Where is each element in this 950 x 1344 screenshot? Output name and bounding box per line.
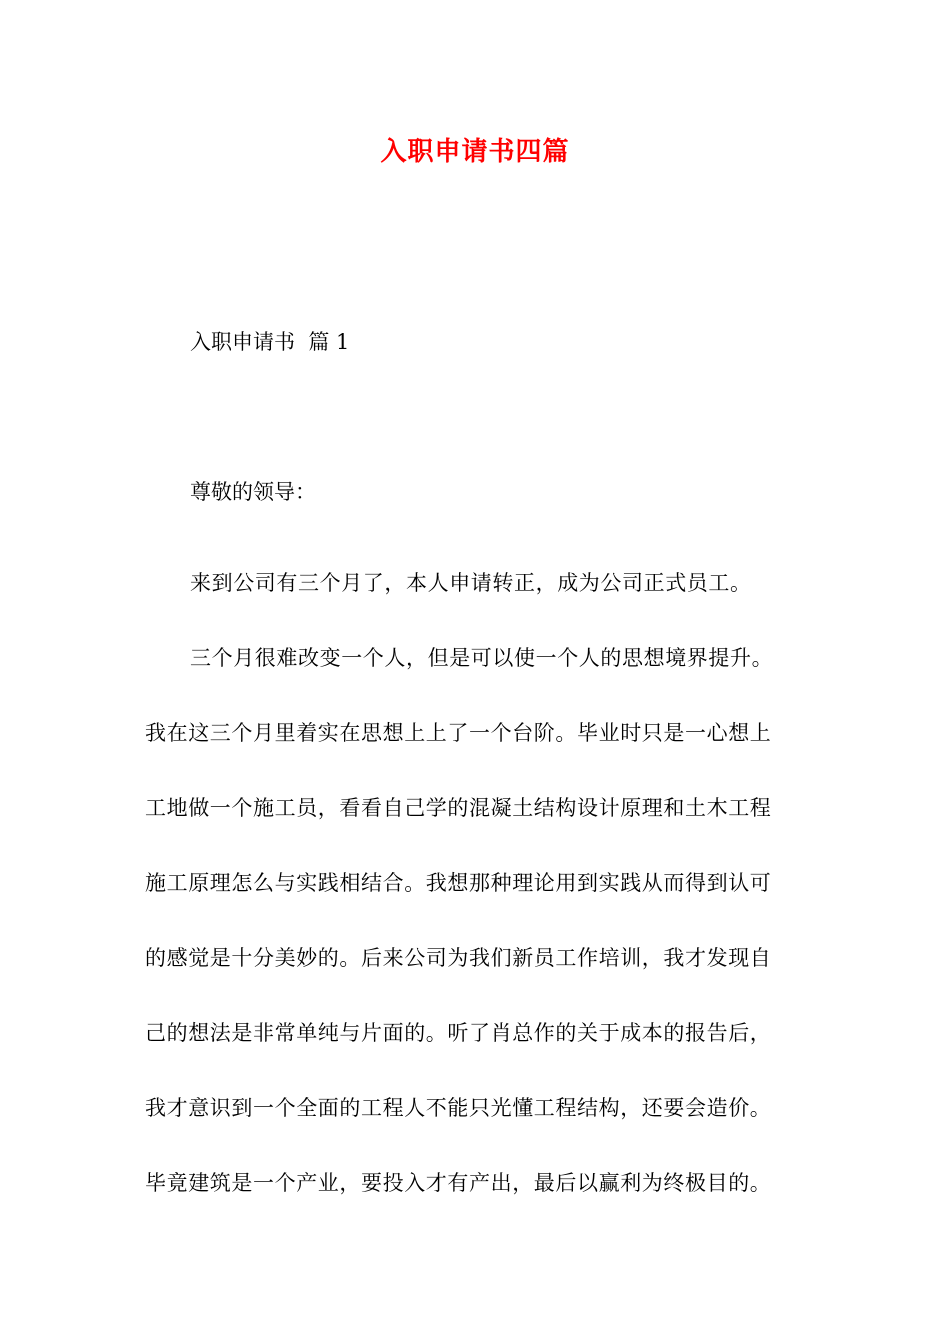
document-title: 入职申请书四篇: [380, 137, 570, 167]
salutation: 尊敬的领导：: [190, 480, 316, 504]
text-line: 工地做一个施工员，看看自己学的混凝土结构设计原理和土木工程: [145, 796, 772, 820]
paragraph-1: [145, 546, 805, 621]
text-line: 己的想法是非常单纯与片面的。听了肖总作的关于成本的报告后，: [145, 1021, 772, 1045]
body-text: [145, 546, 805, 1221]
text-line: 我才意识到一个全面的工程人不能只光懂工程结构，还要会造价。: [145, 1096, 772, 1120]
text-line: 施工原理怎么与实践相结合。我想那种理论用到实践从而得到认可: [145, 871, 772, 895]
text-line: 的感觉是十分美妙的。后来公司为我们新员工作培训，我才发现自: [145, 946, 772, 970]
text-line: 我在这三个月里着实在思想上上了一个台阶。毕业时只是一心想上: [145, 721, 772, 745]
paragraph-2: [145, 621, 805, 1221]
text-line: 三个月很难改变一个人，但是可以使一个人的思想境界提升。: [190, 646, 774, 670]
text-line: 来到公司有三个月了，本人申请转正，成为公司正式员工。: [190, 571, 752, 595]
text-line: 毕竟建筑是一个产业，要投入才有产出，最后以赢利为终极目的。: [145, 1171, 772, 1195]
section-heading: 入职申请书 篇 1: [190, 330, 350, 354]
